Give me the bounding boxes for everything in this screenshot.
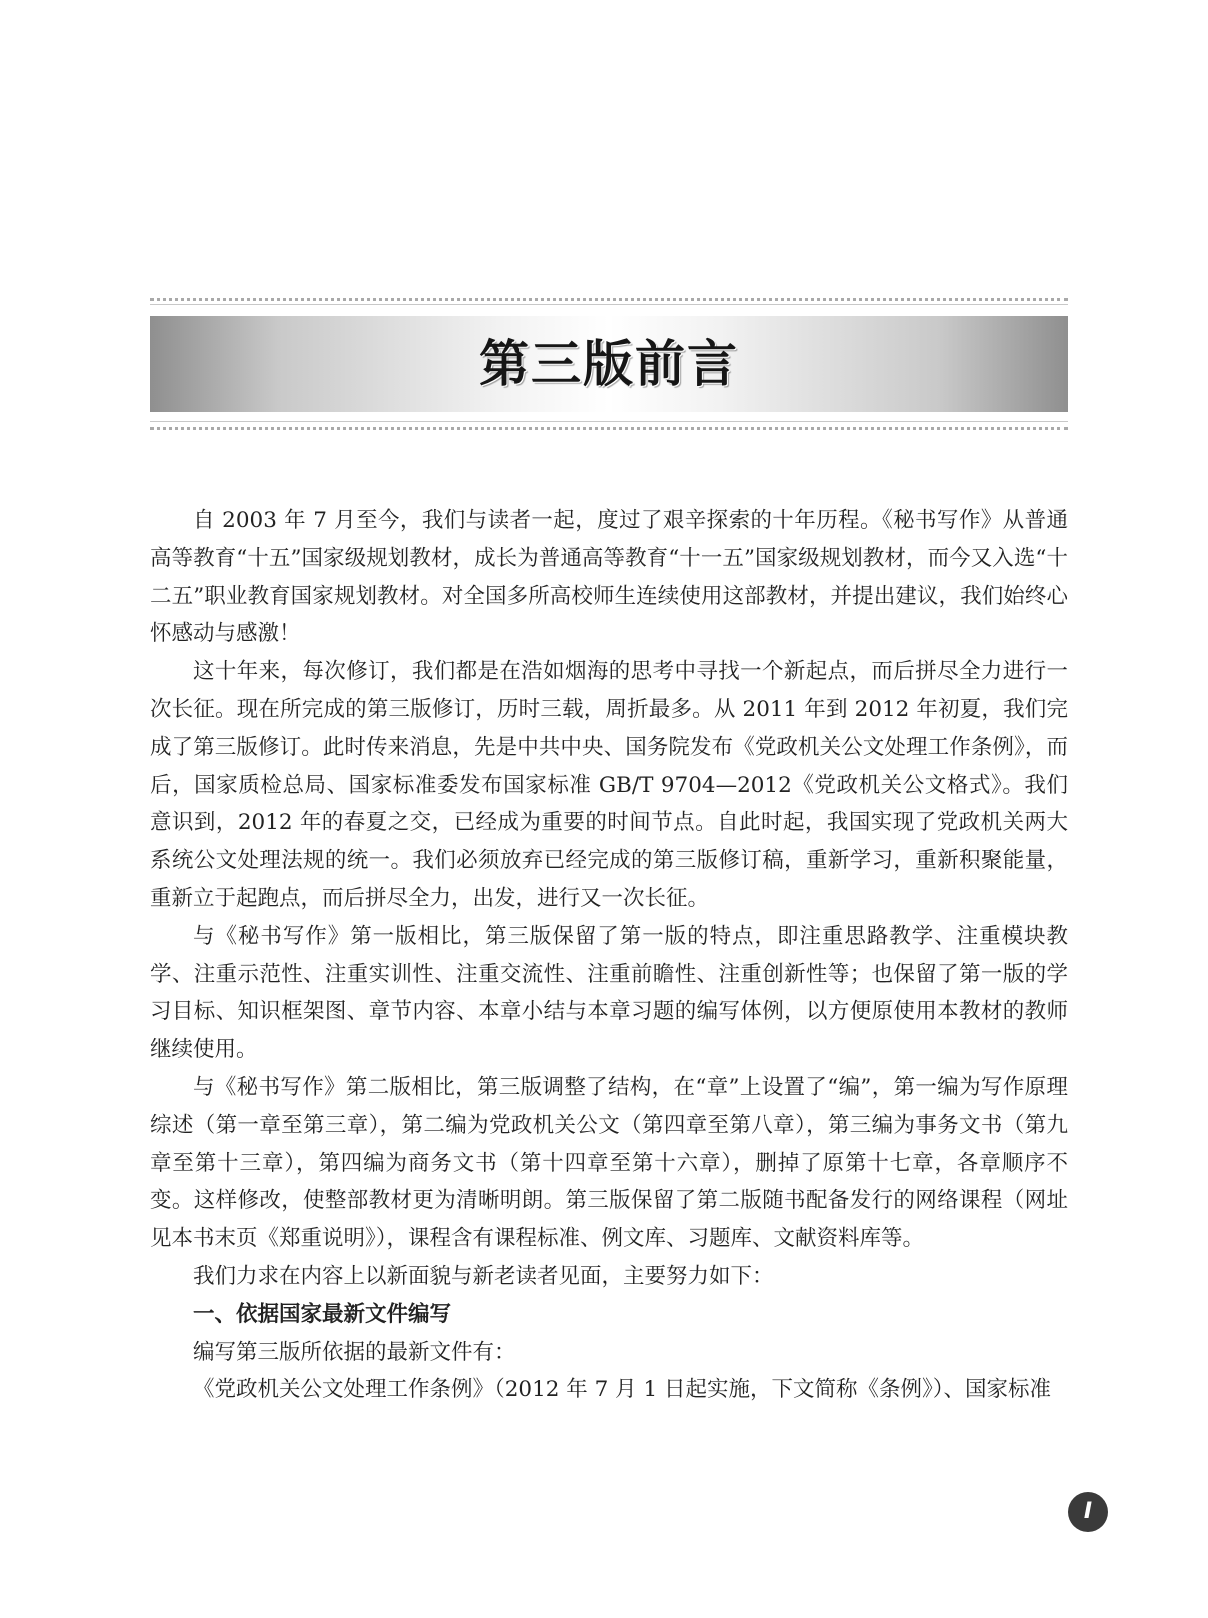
- section-heading: 一、依据国家最新文件编写: [193, 1301, 452, 1327]
- paragraph-7: 《党政机关公文处理工作条例》（2012 年 7 月 1 日起实施，下文简称《条例》）、国家标准: [193, 1377, 1051, 1403]
- paragraph-5: 我们力求在内容上以新面貌与新老读者见面，主要努力如下：: [193, 1263, 774, 1289]
- banner-thin-rule-top: [150, 304, 1068, 305]
- paragraph-4: 与《秘书写作》第二版相比，第三版调整了结构，在“章”上设置了“编”，第一编为写作原理综述（第一章至第三章），第二编为党政机关公文（第四章至第八章），第三编为事务文书（第九章至第十三章），第四编为商务文书（第十四章至第十六章），删掉了原第十七章，各章顺序不变。这样修改，使整部教材更为清晰明朗。第三版保留了第二版随书配备发行的网络课程（网址见本书末页《郑重说明》），课程含有课程标准、例文库、习题库、文献资料库等。: [150, 1074, 1068, 1252]
- preface-body: [150, 502, 1068, 1409]
- paragraph-6: 编写第三版所依据的最新文件有：: [193, 1339, 516, 1365]
- paragraph-3: 与《秘书写作》第一版相比，第三版保留了第一版的特点，即注重思路教学、注重模块教学、注重示范性、注重实训性、注重交流性、注重前瞻性、注重创新性等；也保留了第一版的学习目标、知识框架图、章节内容、本章小结与本章习题的编写体例，以方便原使用本教材的教师继续使用。: [150, 923, 1068, 1063]
- banner-thin-rule-bottom: [150, 421, 1068, 422]
- page-number-badge: I: [1068, 1492, 1108, 1532]
- banner-dotted-rule-top: [150, 298, 1068, 301]
- page-title: 第三版前言: [479, 335, 739, 393]
- title-banner: [150, 298, 1068, 434]
- paragraph-2: 这十年来，每次修订，我们都是在浩如烟海的思考中寻找一个新起点，而后拼尽全力进行一次长征。现在所完成的第三版修订，历时三载，周折最多。从 2011 年到 2012 年初夏，我们完成了第三版修订。此时传来消息，先是中共中央、国务院发布《党政机关公文处理工作条例》，而后，国家质检总局、国家标准委发布国家标准 GB/T 9704—2012《党政机关公文格式》。我们意识到，2012 年的春夏之交，已经成为重要的时间节点。自此时起，我国实现了党政机关两大系统公文处理法规的统一。我们必须放弃已经完成的第三版修订稿，重新学习，重新积聚能量，重新立于起跑点，而后拼尽全力，出发，进行又一次长征。: [150, 659, 1068, 911]
- paragraph-1: 自 2003 年 7 月至今，我们与读者一起，度过了艰辛探索的十年历程。《秘书写作》从普通高等教育“十五”国家级规划教材，成长为普通高等教育“十一五”国家级规划教材，而今又入选“十二五”职业教育国家规划教材。对全国多所高校师生连续使用这部教材，并提出建议，我们始终心怀感动与感激！: [150, 508, 1068, 647]
- banner-dotted-rule-bottom: [150, 427, 1068, 430]
